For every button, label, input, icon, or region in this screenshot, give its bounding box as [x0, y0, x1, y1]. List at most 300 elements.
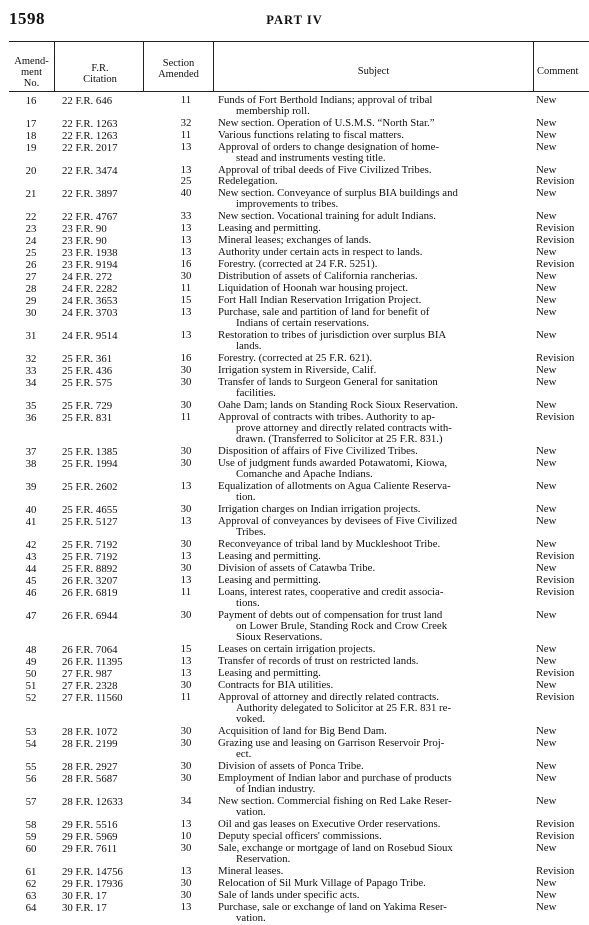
comment-value: Revision	[536, 818, 575, 830]
section-amended-cell	[166, 644, 206, 655]
part-title: PART IV	[266, 13, 323, 27]
comment-value: Revision	[536, 550, 575, 562]
comment-value: New	[536, 187, 557, 199]
subject-cell	[218, 353, 526, 364]
amendment-no-cell: 22	[25, 211, 37, 223]
amendment-no-cell: 25	[25, 247, 37, 259]
section-value: 13	[180, 818, 192, 830]
section-amended-cell	[166, 773, 206, 784]
comment-cell	[536, 259, 589, 270]
comment-cell	[536, 446, 589, 457]
table-row	[0, 481, 589, 504]
subject-line: Deputy special officers' commissions.	[218, 830, 382, 842]
section-value: 30	[180, 399, 192, 411]
subject-line: Mineral leases; exchanges of lands.	[218, 234, 372, 246]
amendments-table	[0, 95, 589, 925]
subject-line: Disposition of affairs of Five Civilized Tribes.	[218, 445, 418, 457]
comment-cell	[536, 412, 589, 423]
section-amended-cell	[166, 504, 206, 515]
subject-line: Irrigation system in Riverside, Calif.	[218, 364, 377, 376]
subject-cell	[218, 130, 526, 141]
comment-cell	[536, 843, 589, 854]
subject-line: Equalization of allotments on Agua Caliente Reserva-	[218, 480, 451, 492]
subject-line: Liquidation of Hoonah war housing project.	[218, 282, 409, 294]
comment-cell	[536, 330, 589, 341]
comment-cell	[536, 819, 589, 830]
subject-line: drawn. (Transferred to Solicitor at 25 F.R. 831.)	[236, 433, 443, 445]
section-amended-cell	[166, 295, 206, 306]
section-value: 11	[180, 282, 192, 294]
comment-cell	[536, 668, 589, 679]
table-row	[0, 902, 589, 925]
comment-cell	[536, 796, 589, 807]
header-line: Amended	[158, 69, 199, 80]
subject-cell	[218, 773, 526, 795]
fr-citation-cell: 25 F.R. 831	[62, 412, 113, 424]
fr-citation-cell: 25 F.R. 7192	[62, 551, 118, 563]
comment-cell	[536, 353, 589, 364]
subject-cell	[218, 656, 526, 667]
subject-line: voked.	[236, 713, 266, 725]
subject-line: Oil and gas leases on Executive Order reservations.	[218, 818, 441, 830]
table-row	[0, 188, 589, 211]
subject-line: Loans, interest rates, cooperative and credit associa-	[218, 586, 444, 598]
section-value: 13	[180, 141, 192, 153]
amendment-no-cell: 26	[25, 259, 37, 271]
subject-line: Leases on certain irrigation projects.	[218, 643, 376, 655]
section-amended-cell	[166, 247, 206, 258]
subject-cell	[218, 878, 526, 889]
subject-line: on Lower Brule, Standing Rock and Crow Creek	[236, 620, 448, 632]
section-value: 30	[180, 538, 192, 550]
section-amended-cell	[166, 831, 206, 842]
comment-value: New	[536, 457, 557, 469]
amendment-no-cell: 40	[25, 504, 37, 516]
subject-line: Transfer of records of trust on restricted lands.	[218, 655, 419, 667]
comment-cell	[536, 223, 589, 234]
subject-cell	[218, 259, 526, 270]
comment-cell	[536, 377, 589, 388]
fr-citation-cell: 27 F.R. 987	[62, 668, 113, 680]
fr-citation-cell: 29 F.R. 17936	[62, 878, 123, 890]
subject-cell	[218, 247, 526, 258]
comment-cell	[536, 211, 589, 222]
subject-cell	[218, 142, 526, 164]
fr-citation-cell: 26 F.R. 3207	[62, 575, 118, 587]
fr-citation-cell: 28 F.R. 12633	[62, 796, 123, 808]
fr-citation-cell: 25 F.R. 5127	[62, 516, 118, 528]
table-row	[0, 458, 589, 481]
amendment-no-cell: 23	[25, 223, 37, 235]
subject-cell	[218, 377, 526, 399]
subject-cell	[218, 796, 526, 818]
fr-citation-cell: 22 F.R. 1263	[62, 118, 118, 130]
comment-cell	[536, 142, 589, 153]
comment-value: New	[536, 399, 557, 411]
section-amended-cell	[166, 400, 206, 411]
section-value: 13	[180, 222, 192, 234]
amendment-no-cell: 51	[25, 680, 37, 692]
amendment-no-cell: 48	[25, 644, 37, 656]
comment-value: New	[536, 901, 557, 913]
fr-citation-cell: 28 F.R. 1072	[62, 726, 118, 738]
amendment-no-cell: 34	[25, 377, 37, 389]
section-value: 13	[180, 480, 192, 492]
amendment-no-cell: 37	[25, 446, 37, 458]
comment-value: New	[536, 609, 557, 621]
table-row	[0, 692, 589, 726]
comment-value: New	[536, 376, 557, 388]
header-line: Citation	[83, 74, 117, 85]
section-value: 30	[180, 376, 192, 388]
section-amended-cell	[166, 165, 206, 187]
subject-line: Funds of Fort Berthold Indians; approval of tribal	[218, 94, 433, 106]
section-value: 30	[180, 737, 192, 749]
section-value: 11	[180, 94, 192, 106]
amendment-no-cell: 38	[25, 458, 37, 470]
subject-line: vation.	[236, 806, 266, 818]
section-amended-cell	[166, 95, 206, 106]
comment-value: Revision	[536, 667, 575, 679]
subject-line: tion.	[236, 491, 256, 503]
section-amended-cell	[166, 330, 206, 341]
subject-line: Authority under certain acts in respect to lands.	[218, 246, 423, 258]
section-amended-cell	[166, 259, 206, 270]
section-value: 34	[180, 795, 192, 807]
section-amended-cell	[166, 283, 206, 294]
section-amended-cell	[166, 843, 206, 854]
table-row	[0, 773, 589, 796]
comment-value: New	[536, 364, 557, 376]
amendment-no-cell: 64	[25, 902, 37, 914]
fr-citation-cell: 29 F.R. 14756	[62, 866, 123, 878]
table-row	[0, 890, 589, 902]
table-row	[0, 95, 589, 118]
fr-citation-cell: 25 F.R. 575	[62, 377, 113, 389]
comment-value: New	[536, 294, 557, 306]
subject-line: Approval of attorney and directly related contracts.	[218, 691, 439, 703]
subject-cell	[218, 551, 526, 562]
comment-cell	[536, 271, 589, 282]
subject-line: Restoration to tribes of jurisdiction over surplus BIA	[218, 329, 447, 341]
subject-cell	[218, 726, 526, 737]
comment-cell	[536, 307, 589, 318]
section-amended-cell	[166, 307, 206, 318]
section-value: 13	[180, 550, 192, 562]
fr-citation-cell: 25 F.R. 4655	[62, 504, 118, 516]
subject-cell	[218, 644, 526, 655]
section-amended-cell	[166, 563, 206, 574]
section-value: 13	[180, 655, 192, 667]
section-value: 30	[180, 877, 192, 889]
section-amended-cell	[166, 539, 206, 550]
table-row	[0, 516, 589, 539]
section-value: 11	[180, 129, 192, 141]
subject-cell	[218, 307, 526, 329]
table-row	[0, 142, 589, 165]
section-amended-cell	[166, 412, 206, 423]
comment-cell	[536, 878, 589, 889]
section-amended-cell	[166, 118, 206, 129]
comment-cell	[536, 680, 589, 691]
subject-line: Use of judgment funds awarded Potawatomi, Kiowa,	[218, 457, 448, 469]
comment-cell	[536, 575, 589, 586]
comment-value: New	[536, 164, 557, 176]
subject-line: New section. Vocational training for adult Indians.	[218, 210, 436, 222]
comment-value: New	[536, 282, 557, 294]
subject-cell	[218, 458, 526, 480]
subject-cell	[218, 188, 526, 210]
subject-cell	[218, 831, 526, 842]
amendment-no-cell: 33	[25, 365, 37, 377]
amendment-no-cell: 45	[25, 575, 37, 587]
table-row	[0, 843, 589, 866]
comment-cell	[536, 644, 589, 655]
comment-value: Revision	[536, 175, 575, 187]
comment-value: New	[536, 94, 557, 106]
fr-citation-cell: 23 F.R. 90	[62, 235, 107, 247]
subject-line: Division of assets of Catawba Tribe.	[218, 562, 376, 574]
section-value: 30	[180, 270, 192, 282]
comment-cell	[536, 563, 589, 574]
fr-citation-cell: 26 F.R. 11395	[62, 656, 123, 668]
comment-cell	[536, 400, 589, 411]
subject-cell	[218, 902, 526, 924]
fr-citation-cell: 29 F.R. 5516	[62, 819, 118, 831]
subject-line: Sioux Reservations.	[236, 631, 323, 643]
section-value: 30	[180, 364, 192, 376]
subject-line: New section. Conveyance of surplus BIA buildings and	[218, 187, 458, 199]
amendment-no-cell: 35	[25, 400, 37, 412]
subject-line: Relocation of Sil Murk Village of Papago Tribe.	[218, 877, 426, 889]
section-value: 10	[180, 830, 192, 842]
section-value: 25	[180, 175, 192, 187]
amendment-no-cell: 19	[25, 142, 37, 154]
section-value: 16	[180, 352, 192, 364]
section-amended-cell	[166, 738, 206, 749]
section-value: 11	[180, 586, 192, 598]
comment-cell	[536, 458, 589, 469]
comment-cell	[536, 692, 589, 703]
comment-cell	[536, 235, 589, 246]
amendment-no-cell: 57	[25, 796, 37, 808]
amendment-no-cell: 27	[25, 271, 37, 283]
comment-cell	[536, 610, 589, 621]
header-line: No.	[23, 78, 40, 89]
subject-cell	[218, 680, 526, 691]
subject-line: Leasing and permitting.	[218, 222, 321, 234]
section-amended-cell	[166, 668, 206, 679]
comment-value: Revision	[536, 574, 575, 586]
table-row	[0, 330, 589, 353]
section-amended-cell	[166, 866, 206, 877]
amendment-no-cell: 58	[25, 819, 37, 831]
subject-line: Redelegation.	[218, 175, 278, 187]
fr-citation-cell: 29 F.R. 7611	[62, 843, 118, 855]
comment-cell	[536, 165, 589, 187]
comment-value: New	[536, 679, 557, 691]
comment-cell	[536, 761, 589, 772]
section-value: 30	[180, 457, 192, 469]
section-amended-cell	[166, 365, 206, 376]
subject-line: ect.	[236, 748, 252, 760]
subject-line: facilities.	[236, 387, 276, 399]
comment-value: New	[536, 141, 557, 153]
section-amended-cell	[166, 692, 206, 703]
subject-line: Leasing and permitting.	[218, 667, 321, 679]
amendment-no-cell: 49	[25, 656, 37, 668]
section-value: 13	[180, 515, 192, 527]
comment-cell	[536, 504, 589, 515]
fr-citation-cell: 25 F.R. 729	[62, 400, 113, 412]
comment-cell	[536, 726, 589, 737]
amendment-no-cell: 41	[25, 516, 37, 528]
section-amended-cell	[166, 575, 206, 586]
header-bottom-rule	[9, 91, 589, 92]
table-row	[0, 796, 589, 819]
section-value: 32	[180, 117, 192, 129]
comment-value: Revision	[536, 830, 575, 842]
amendment-no-cell: 29	[25, 295, 37, 307]
section-value: 13	[180, 306, 192, 318]
fr-citation-cell: 22 F.R. 646	[62, 95, 113, 107]
fr-citation-cell: 28 F.R. 2927	[62, 761, 118, 773]
subject-cell	[218, 692, 526, 725]
section-value: 15	[180, 294, 192, 306]
amendment-no-cell: 54	[25, 738, 37, 750]
section-amended-cell	[166, 481, 206, 492]
comment-value: New	[536, 737, 557, 749]
section-amended-cell	[166, 878, 206, 889]
subject-line: Tribes.	[236, 526, 266, 538]
subject-cell	[218, 504, 526, 515]
comment-value: Revision	[536, 258, 575, 270]
subject-line: Indians of certain reservations.	[236, 317, 370, 329]
comment-cell	[536, 95, 589, 106]
amendment-no-cell: 39	[25, 481, 37, 493]
section-amended-cell	[166, 656, 206, 667]
fr-citation-cell: 22 F.R. 4767	[62, 211, 118, 223]
comment-cell	[536, 866, 589, 877]
subject-cell	[218, 118, 526, 129]
subject-cell	[218, 575, 526, 586]
comment-cell	[536, 365, 589, 376]
header-line: ment	[21, 67, 42, 78]
page-number: 1598	[9, 9, 45, 28]
comment-value: New	[536, 445, 557, 457]
amendment-no-cell: 18	[25, 130, 37, 142]
section-amended-cell	[166, 796, 206, 807]
comment-cell	[536, 247, 589, 258]
subject-line: Reconveyance of tribal land by Muckleshoot Tribe.	[218, 538, 441, 550]
subject-cell	[218, 738, 526, 760]
section-value: 13	[180, 329, 192, 341]
fr-citation-cell: 28 F.R. 2199	[62, 738, 118, 750]
comment-cell	[536, 738, 589, 749]
section-amended-cell	[166, 819, 206, 830]
amendment-no-cell: 42	[25, 539, 37, 551]
header-line: Amend-	[14, 56, 49, 67]
amendment-no-cell: 24	[25, 235, 37, 247]
comment-cell	[536, 130, 589, 141]
subject-line: Approval of contracts with tribes. Authority to ap-	[218, 411, 436, 423]
subject-line: prove attorney and directly related contracts with-	[236, 422, 452, 434]
fr-citation-cell: 24 F.R. 9514	[62, 330, 118, 342]
subject-line: Purchase, sale and partition of land for benefit of	[218, 306, 430, 318]
fr-citation-cell: 29 F.R. 5969	[62, 831, 118, 843]
comment-cell	[536, 539, 589, 550]
comment-cell	[536, 188, 589, 199]
subject-line: Transfer of lands to Surgeon General for sanitation	[218, 376, 438, 388]
fr-citation-cell: 30 F.R. 17	[62, 890, 107, 902]
comment-cell	[536, 295, 589, 306]
fr-citation-cell: 25 F.R. 361	[62, 353, 113, 365]
subject-cell	[218, 843, 526, 865]
section-value: 13	[180, 865, 192, 877]
subject-line: Comanche and Apache Indians.	[236, 468, 373, 480]
subject-line: Employment of Indian labor and purchase of products	[218, 772, 452, 784]
section-value: 30	[180, 889, 192, 901]
subject-line: Acquisition of land for Big Bend Dam.	[218, 725, 387, 737]
section-amended-cell	[166, 516, 206, 527]
header-section-amended	[144, 58, 213, 80]
section-amended-cell	[166, 271, 206, 282]
section-value: 30	[180, 842, 192, 854]
section-amended-cell	[166, 726, 206, 737]
subject-cell	[218, 668, 526, 679]
amendment-no-cell: 44	[25, 563, 37, 575]
subject-line: Oahe Dam; lands on Standing Rock Sioux Reservation.	[218, 399, 458, 411]
comment-value: New	[536, 538, 557, 550]
comment-cell	[536, 481, 589, 492]
subject-line: Irrigation charges on Indian irrigation projects.	[218, 503, 421, 515]
subject-line: lands.	[236, 340, 262, 352]
section-value: 30	[180, 725, 192, 737]
comment-value: New	[536, 772, 557, 784]
amendment-no-cell: 55	[25, 761, 37, 773]
amendment-no-cell: 31	[25, 330, 37, 342]
section-value: 11	[180, 691, 192, 703]
subject-cell	[218, 400, 526, 411]
section-amended-cell	[166, 223, 206, 234]
amendment-no-cell: 36	[25, 412, 37, 424]
amendment-no-cell: 52	[25, 692, 37, 704]
subject-cell	[218, 235, 526, 246]
subject-line: Sale, exchange or mortgage of land on Rosebud Sioux	[218, 842, 453, 854]
comment-value: New	[536, 889, 557, 901]
fr-citation-cell: 22 F.R. 2017	[62, 142, 118, 154]
amendment-no-cell: 47	[25, 610, 37, 622]
header-top-rule	[9, 41, 589, 42]
section-value: 13	[180, 574, 192, 586]
subject-line: Division of assets of Ponca Tribe.	[218, 760, 364, 772]
table-row	[0, 738, 589, 761]
comment-cell	[536, 656, 589, 667]
subject-line: Sale of lands under specific acts.	[218, 889, 360, 901]
subject-cell	[218, 365, 526, 376]
section-amended-cell	[166, 458, 206, 469]
section-value: 13	[180, 667, 192, 679]
section-value: 13	[180, 164, 192, 176]
comment-value: New	[536, 117, 557, 129]
subject-cell	[218, 446, 526, 457]
fr-citation-cell: 23 F.R. 9194	[62, 259, 118, 271]
comment-cell	[536, 773, 589, 784]
subject-line: Forestry. (corrected at 25 F.R. 621).	[218, 352, 373, 364]
comment-value: New	[536, 503, 557, 515]
section-amended-cell	[166, 353, 206, 364]
fr-citation-cell: 27 F.R. 11560	[62, 692, 123, 704]
